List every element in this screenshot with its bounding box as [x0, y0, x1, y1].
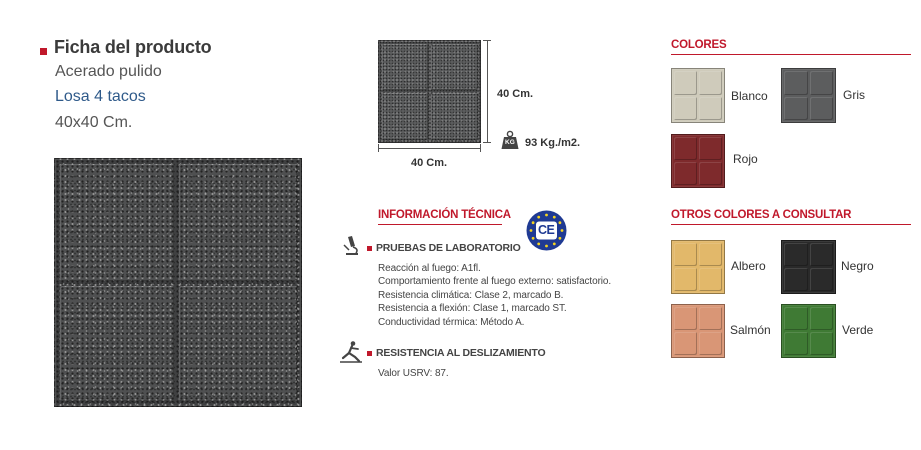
swatch-quad: [699, 137, 722, 160]
width-label: 40 Cm.: [411, 157, 448, 169]
other-colors-underline: [671, 224, 911, 225]
slip-value: Valor USRV: 87.: [378, 368, 449, 379]
swatch-quad: [810, 97, 834, 121]
swatch-quad: [699, 97, 722, 121]
color-label-verde: Verde: [842, 323, 874, 337]
microscope-icon: [342, 235, 362, 257]
slip-bullet: [367, 351, 372, 356]
swatch-negro: [781, 240, 836, 294]
page-title: Ficha del producto: [54, 37, 212, 57]
swatch-quad: [784, 243, 808, 266]
lab-tests-list: [378, 262, 611, 329]
slip-heading: [367, 347, 545, 359]
colors-heading: COLORES: [671, 39, 727, 51]
swatch-quad: [674, 243, 697, 266]
swatch-salmon: [671, 304, 725, 358]
swatch-quad: [699, 243, 722, 266]
swatch-blanco: [671, 68, 725, 123]
swatch-quad: [674, 137, 697, 160]
swatch-quad: [699, 332, 722, 355]
product-tile-image: [54, 158, 302, 407]
lab-tests-heading: [367, 242, 521, 254]
lab-tests-bullet: [367, 246, 372, 251]
weight-icon-text: KG: [505, 139, 515, 146]
color-label-albero: Albero: [731, 259, 766, 273]
swatch-quad: [699, 268, 722, 291]
swatch-rojo: [671, 134, 725, 188]
width-dimension-tick-left: [378, 144, 379, 152]
swatch-quad: [810, 307, 834, 330]
swatch-quad: [810, 71, 834, 95]
color-label-salmon: Salmón: [730, 323, 771, 337]
colors-underline: [671, 54, 911, 55]
color-label-rojo: Rojo: [733, 152, 758, 166]
title-bullet: [40, 42, 47, 60]
lab-test-line: Resistencia climática: Clase 2, marcado B.: [378, 289, 564, 301]
width-dimension-tick-right: [480, 144, 481, 152]
tech-info-heading: INFORMACIÓN TÉCNICA: [378, 209, 511, 221]
swatch-quad: [674, 307, 697, 330]
swatch-quad: [784, 97, 808, 121]
lab-test-line: Reacción al fuego: A1fl.: [378, 263, 481, 274]
color-label-negro: Negro: [841, 259, 874, 273]
product-model: Losa 4 tacos: [55, 88, 146, 105]
lab-tests-heading-text: PRUEBAS DE LABORATORIO: [376, 242, 521, 254]
swatch-quad: [810, 268, 834, 291]
swatch-quad: [674, 97, 697, 121]
swatch-quad: [699, 71, 722, 95]
height-dimension-tick-bottom: [483, 142, 491, 143]
height-dimension-tick-top: [483, 40, 491, 41]
swatch-quad: [699, 307, 722, 330]
swatch-quad: [699, 162, 722, 185]
swatch-quad: [810, 332, 834, 355]
color-label-blanco: Blanco: [731, 89, 768, 103]
height-dimension-line: [487, 40, 488, 142]
product-finish: Acerado pulido: [55, 63, 162, 80]
color-label-gris: Gris: [843, 88, 865, 102]
slip-warning-icon: [339, 340, 363, 364]
swatch-quad: [784, 268, 808, 291]
swatch-verde: [781, 304, 836, 358]
weight-label: 93 Kg./m2.: [525, 137, 581, 149]
swatch-quad: [810, 243, 834, 266]
weight-icon: [501, 130, 519, 150]
swatch-gris: [781, 68, 836, 123]
height-label: 40 Cm.: [497, 88, 534, 100]
other-colors-heading: OTROS COLORES A CONSULTAR: [671, 209, 852, 221]
swatch-quad: [784, 332, 808, 355]
swatch-quad: [674, 71, 697, 95]
swatch-albero: [671, 240, 725, 294]
lab-test-line: Resistencia a flexión: Clase 1, marcado ST.: [378, 303, 567, 315]
swatch-quad: [784, 71, 808, 95]
product-size: 40x40 Cm.: [55, 114, 133, 131]
swatch-quad: [784, 307, 808, 330]
ce-mark-text: CE: [538, 223, 555, 237]
tech-info-underline: [378, 224, 502, 225]
lab-test-line: Conductividad térmica: Método A.: [378, 316, 525, 328]
slip-heading-text: RESISTENCIA AL DESLIZAMIENTO: [376, 347, 546, 359]
lab-test-line: Comportamiento frente al fuego externo: satisfactorio.: [378, 276, 612, 288]
ce-mark-icon: [526, 210, 567, 251]
width-dimension-line: [378, 148, 481, 149]
swatch-quad: [674, 162, 697, 185]
swatch-quad: [674, 332, 697, 355]
swatch-quad: [674, 268, 697, 291]
dimension-tile-image: [378, 40, 481, 143]
